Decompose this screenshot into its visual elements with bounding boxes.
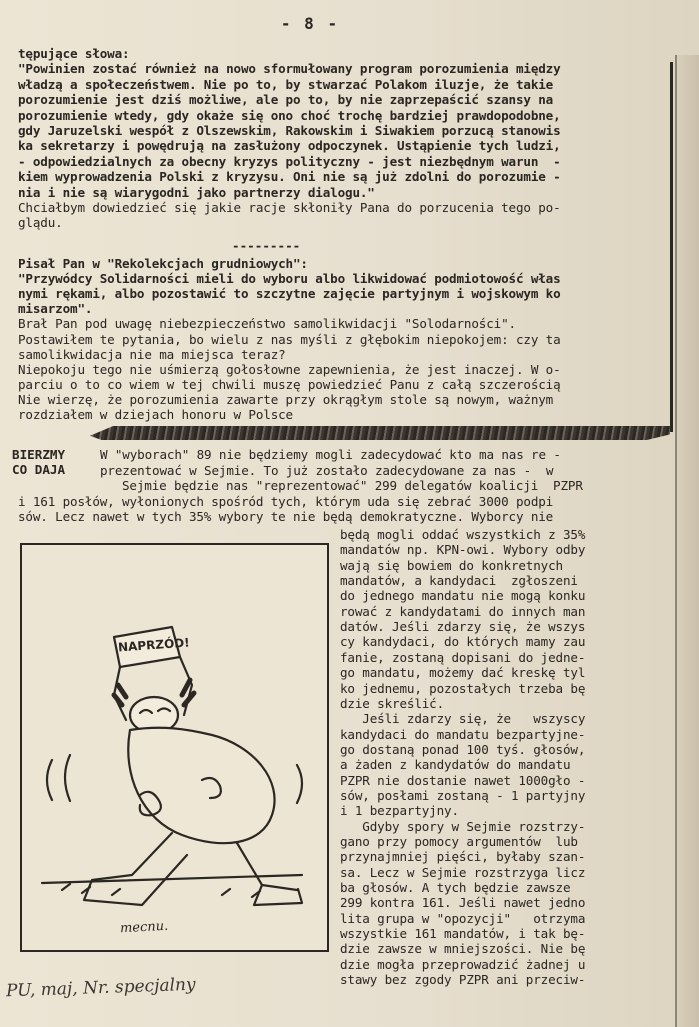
top-text-line: "Powinien zostać również na nowo sformułowany program porozumienia między	[18, 61, 561, 77]
article-column-line: kandydaci do mandatu bezpartyjne-	[340, 726, 586, 742]
article-heading-line2: CO DAJA	[12, 462, 66, 477]
top-text-line: Pisał Pan w "Rekolekcjach grudniowych":	[18, 256, 308, 271]
article-text-line: i 161 posłów, wyłonionych spośród tych, którym uda się zebrać 3000 podpi	[18, 493, 554, 509]
article-column-line: dzie mogła przeprowadzić żadnej u	[340, 956, 586, 972]
top-text-line: Postawiłem te pytania, bo wielu z nas myśli z głębokim niepokojem: czy ta	[18, 331, 561, 347]
article-column-line: i 1 bezpartyjny.	[340, 803, 459, 819]
article-column-line: fanie, zostaną dopisani do jedne-	[340, 649, 586, 665]
article-column-line: sów, posłami zostaną - 1 partyjny	[340, 787, 586, 803]
top-text-line: nymi rękami, albo pozostawić to szczytne zajęcie partyjnym i wojskowym ko	[18, 286, 561, 302]
article-text-line: sów. Lecz nawet w tych 35% wybory te nie będą demokratyczne. Wyborcy nie	[18, 509, 554, 524]
top-text-line: władzą a społeczeństwem. Nie po to, by stwarzać Polakom iluzje, że takie	[18, 76, 554, 92]
top-text-line: nia i nie są wiarygodni jako partnerzy dialogu."	[18, 184, 375, 200]
cartoon-drawing	[22, 545, 327, 950]
article-column-line: cy kandydaci, do których mamy zau	[340, 634, 586, 650]
article-column-line: Gdyby spory w Sejmie rozstrzy-	[340, 818, 586, 834]
article-column-line: dzie skreślić.	[340, 695, 445, 711]
article-column-line: gano przy pomocy argumentów lub	[340, 834, 578, 849]
placard-text: NAPRZÓD!	[117, 635, 191, 655]
section-divider: ---------	[232, 238, 301, 253]
article-column-line: przynajmniej pięści, byłaby szan-	[340, 849, 586, 865]
top-text-line: "Przywódcy Solidarności mieli do wyboru albo likwidować podmiotowość włas	[18, 271, 561, 287]
article-column-line: ko jednemu, pozostałych trzeba bę	[340, 680, 586, 696]
top-text-line: samolikwidacja nie ma miejsca teraz?	[18, 346, 286, 362]
article-column-line: go dostaną ponad 100 tyś. głosów,	[340, 741, 586, 757]
top-text-line: parciu o to co wiem w tej chwili muszę powiedzieć Panu z całą szczerością	[18, 376, 561, 392]
article-column-line: mandatów np. KPN-owi. Wybory odby	[340, 542, 586, 558]
top-text-line: porozumienie jest dziś możliwe, ale po to, by nie zaprzepaścić szansy na	[18, 92, 554, 108]
article-column-line: sa. Lecz w Sejmie rozstrzyga licz	[340, 864, 586, 880]
decorative-banner	[90, 426, 670, 440]
article-column-line: datów. Jeśli zdarzy się, że wszys	[340, 619, 586, 635]
top-text-line: glądu.	[18, 215, 63, 231]
page-number: - 8 -	[280, 14, 340, 33]
article-text-line: Sejmie będzie nas "reprezentować" 299 delegatów koalicji PZPR	[122, 478, 583, 493]
article-column-line: lita grupa w "opozycji" otrzyma	[340, 910, 586, 926]
article-column-line: dzie zawsze w mniejszości. Nie bę	[340, 941, 586, 957]
top-text-line: kiem wyprowadzenia Polski z kryzysu. Oni nie są już zdolni do porozumie -	[18, 169, 561, 185]
handwritten-note: PU, maj, Nr. specjalny	[5, 974, 196, 1002]
top-text-line: porozumienie wtedy, gdy okaże się ono choć trochę bardziej prawdopodobne,	[18, 107, 561, 123]
next-page-edge	[675, 55, 699, 1027]
top-text-line: Nie wierzę, że porozumienia zawarte przy okrągłym stole są nowym, ważnym	[18, 391, 554, 407]
cartoon-illustration	[20, 543, 329, 952]
top-text-line: gdy Jaruzelski wespół z Olszewskim, Rakowskim i Siwakiem porzucą stanowis	[18, 123, 561, 138]
top-text-line: ka sekretarzy i powędrują na zasłużony odpoczynek. Ustąpienie tych ludzi,	[18, 138, 561, 154]
article-column-line: a żaden z kandydatów do mandatu	[340, 757, 571, 773]
article-column-line: mandatów, a kandydaci zgłoszeni	[340, 573, 578, 589]
top-text-line: Brał Pan pod uwagę niebezpieczeństwo samolikwidacji "Solodarności".	[18, 316, 516, 332]
article-text-line: W "wyborach" 89 nie będziemy mogli zadecydować kto ma nas re -	[100, 447, 561, 462]
frame-border	[670, 62, 673, 432]
article-column-line: będą mogli oddać wszystkich z 35%	[340, 527, 586, 542]
top-text-line: misarzom".	[18, 301, 93, 317]
article-column-line: do jednego mandatu nie mogą konku	[340, 588, 586, 604]
article-column-line: wszystkie 161 mandatów, i tak bę-	[340, 926, 586, 942]
top-text-line: tępujące słowa:	[18, 46, 130, 61]
article-heading-line1: BIERZMY	[12, 447, 66, 462]
cartoon-signature: mecnu.	[119, 918, 169, 937]
article-column-line: 299 kontra 161. Jeśli nawet jedno	[340, 895, 586, 911]
article-column-line: rować z kandydatami do innych man	[340, 603, 586, 619]
article-column-line: stawy bez zgody PZPR ani przeciw-	[340, 972, 586, 988]
article-column-line: PZPR nie dostanie nawet 1000gło -	[340, 772, 586, 788]
top-text-line: rozdziałem w dziejach honoru w Polsce	[18, 407, 293, 422]
article-column-line: Jeśli zdarzy się, że wszyscy	[340, 711, 586, 727]
article-column-line: ba głosów. A tych będzie zawsze	[340, 880, 571, 896]
article-text-line: prezentować w Sejmie. To już zostało zadecydowane za nas - w	[100, 462, 554, 478]
article-column-line: wają się bowiem do konkretnych	[340, 557, 563, 573]
top-text-line: Chciałbym dowiedzieć się jakie racje skłoniły Pana do porzucenia tego po-	[18, 200, 561, 215]
top-text-line: - odpowiedzialnych za obecny kryzys polityczny - jest niezbędnym warun -	[18, 153, 561, 169]
article-column-line: go mandatu, możemy dać kreskę tyl	[340, 665, 586, 681]
top-text-line: Niepokoju tego nie uśmierzą gołosłowne zapewnienia, że jest inaczej. W o-	[18, 361, 561, 377]
